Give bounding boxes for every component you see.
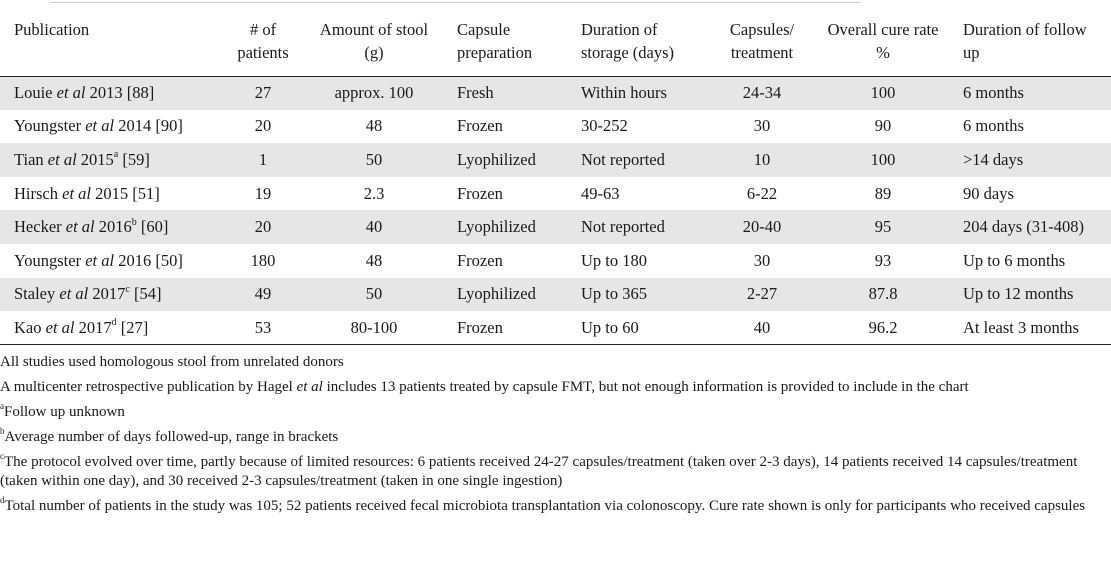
cell-publication: Tian et al 2015$^a$ [59] [0, 143, 221, 177]
header-capsules-treatment: Capsules/ treatment [707, 8, 817, 76]
cell-capsule-preparation: Fresh [443, 76, 567, 110]
cell-duration-storage: Not reported [567, 210, 707, 244]
cell-capsule-preparation: Frozen [457, 250, 503, 270]
footnote-marker: c [125, 283, 130, 295]
header-num-patients: # of patients [221, 8, 305, 76]
cell-num-patients: 20 [221, 210, 305, 244]
cell-capsules-treatment: 20-40 [707, 210, 817, 244]
footnote-d: $^d$Total number of patients in the study was 105; 52 patients received fecal microbiota transplantation via colonoscopy. Cure rate shown is only for participants who received capsules [0, 495, 1086, 514]
cell-overall-cure-rate: 89 [874, 183, 892, 203]
cell-duration-storage: Not reported [567, 143, 707, 177]
table-row [0, 76, 1111, 110]
cell-publication: Youngster et al 2014 [90] [14, 116, 183, 136]
cell-capsule-preparation: Frozen [457, 183, 503, 203]
cell-num-patients: 19 [254, 183, 272, 203]
table-row [0, 278, 1111, 312]
table-header-row [0, 8, 1111, 76]
cell-capsules-treatment: 6-22 [746, 183, 778, 203]
cell-num-patients: 1 [221, 143, 305, 177]
cell-amount-stool: 40 [305, 210, 443, 244]
cell-publication: Kao et al 2017$^d$ [27] [0, 311, 221, 345]
cell-capsule-preparation: Lyophilized [443, 210, 567, 244]
footnotes [0, 403, 1108, 516]
cell-capsules-treatment: 30 [753, 116, 771, 136]
footnote-a: $^a$Follow up unknown [0, 401, 125, 420]
header-capsule-preparation: Capsule preparation [443, 8, 567, 76]
cell-duration-follow-up: 6 months [963, 116, 1024, 136]
header-publication: Publication [0, 8, 221, 76]
cell-num-patients: 49 [221, 278, 305, 312]
cell-duration-storage: Within hours [567, 76, 707, 110]
cell-duration-follow-up: 90 days [963, 183, 1014, 203]
cell-duration-follow-up: At least 3 months [949, 311, 1111, 345]
cell-duration-storage: 49-63 [581, 183, 620, 203]
cell-capsules-treatment: 40 [707, 311, 817, 345]
note-general: All studies used homologous stool from unrelated donors [0, 354, 344, 370]
header-overall-cure-rate: Overall cure rate % [817, 8, 949, 76]
footnote-b: $^b$Average number of days followed-up, range in brackets [0, 426, 339, 445]
cell-amount-stool: 2.3 [363, 183, 385, 203]
table-row [0, 177, 1111, 211]
table-row [0, 210, 1111, 244]
cell-capsule-preparation: Frozen [457, 116, 503, 136]
header-duration-follow-up: Duration of follow up [949, 8, 1111, 76]
table-row [0, 311, 1111, 345]
cell-capsules-treatment: 10 [707, 143, 817, 177]
note-hagel: A multicenter retrospective publication by Hagel et al includes 13 patients treated by capsule FMT, but not enough information is provided to include in the chart [0, 379, 969, 395]
cell-publication: Hecker et al 2016$^b$ [60] [0, 210, 221, 244]
cell-num-patients: 180 [250, 250, 276, 270]
cell-duration-storage: Up to 180 [581, 250, 647, 270]
header-duration-storage: Duration of storage (days) [567, 8, 707, 76]
cell-capsule-preparation: Frozen [443, 311, 567, 345]
cell-amount-stool: 48 [365, 250, 383, 270]
cell-duration-follow-up: Up to 6 months [963, 250, 1066, 270]
cell-amount-stool: 50 [305, 143, 443, 177]
cell-publication: Youngster et al 2016 [50] [14, 250, 183, 270]
footnote-marker: d [111, 317, 117, 329]
cell-num-patients: 20 [254, 116, 272, 136]
table-body [0, 76, 1111, 345]
cell-capsules-treatment: 2-27 [707, 278, 817, 312]
table-row [0, 244, 1111, 278]
cell-publication: Staley et al 2017$^c$ [54] [0, 278, 221, 312]
cell-amount-stool: 80-100 [305, 311, 443, 345]
footnote-marker: a [113, 149, 119, 161]
footnote-marker: b [131, 216, 137, 228]
cell-publication: Louie et al 2013 [88] [0, 76, 221, 110]
cell-amount-stool: 50 [305, 278, 443, 312]
cell-overall-cure-rate: 100 [817, 143, 949, 177]
cell-overall-cure-rate: 93 [874, 250, 892, 270]
table-notes [0, 353, 1108, 522]
cell-amount-stool: approx. 100 [305, 76, 443, 110]
table-row [0, 143, 1111, 177]
cell-capsule-preparation: Lyophilized [443, 143, 567, 177]
footnote-c: $^c$The protocol evolved over time, partly because of limited resources: 6 patients received 24-27 capsules/treatment (taken over 2-3 days), 14 patients received 14 capsules/treatment (taken within one day), and 30 received 2-3 capsules/treatment (taken in one single ingestion) [0, 451, 1078, 489]
cell-duration-storage: 30-252 [581, 116, 628, 136]
capsule-fmt-studies-table [0, 8, 1111, 345]
cropped-caption-line [0, 0, 1111, 6]
header-amount-stool: Amount of stool (g) [305, 8, 443, 76]
cell-num-patients: 27 [221, 76, 305, 110]
table-row [0, 110, 1111, 144]
cell-capsules-treatment: 24-34 [707, 76, 817, 110]
cell-duration-follow-up: 204 days (31-408) [949, 210, 1111, 244]
cell-duration-follow-up: Up to 12 months [949, 278, 1111, 312]
cell-publication: Hirsch et al 2015 [51] [14, 183, 160, 203]
cell-overall-cure-rate: 100 [817, 76, 949, 110]
cell-duration-storage: Up to 60 [567, 311, 707, 345]
cell-overall-cure-rate: 87.8 [817, 278, 949, 312]
cell-amount-stool: 48 [365, 116, 383, 136]
cell-capsules-treatment: 30 [753, 250, 771, 270]
cell-overall-cure-rate: 95 [817, 210, 949, 244]
cell-duration-follow-up: 6 months [949, 76, 1111, 110]
cell-capsule-preparation: Lyophilized [443, 278, 567, 312]
cell-overall-cure-rate: 90 [874, 116, 892, 136]
cell-overall-cure-rate: 96.2 [817, 311, 949, 345]
cell-num-patients: 53 [221, 311, 305, 345]
cell-duration-follow-up: >14 days [949, 143, 1111, 177]
cell-duration-storage: Up to 365 [567, 278, 707, 312]
